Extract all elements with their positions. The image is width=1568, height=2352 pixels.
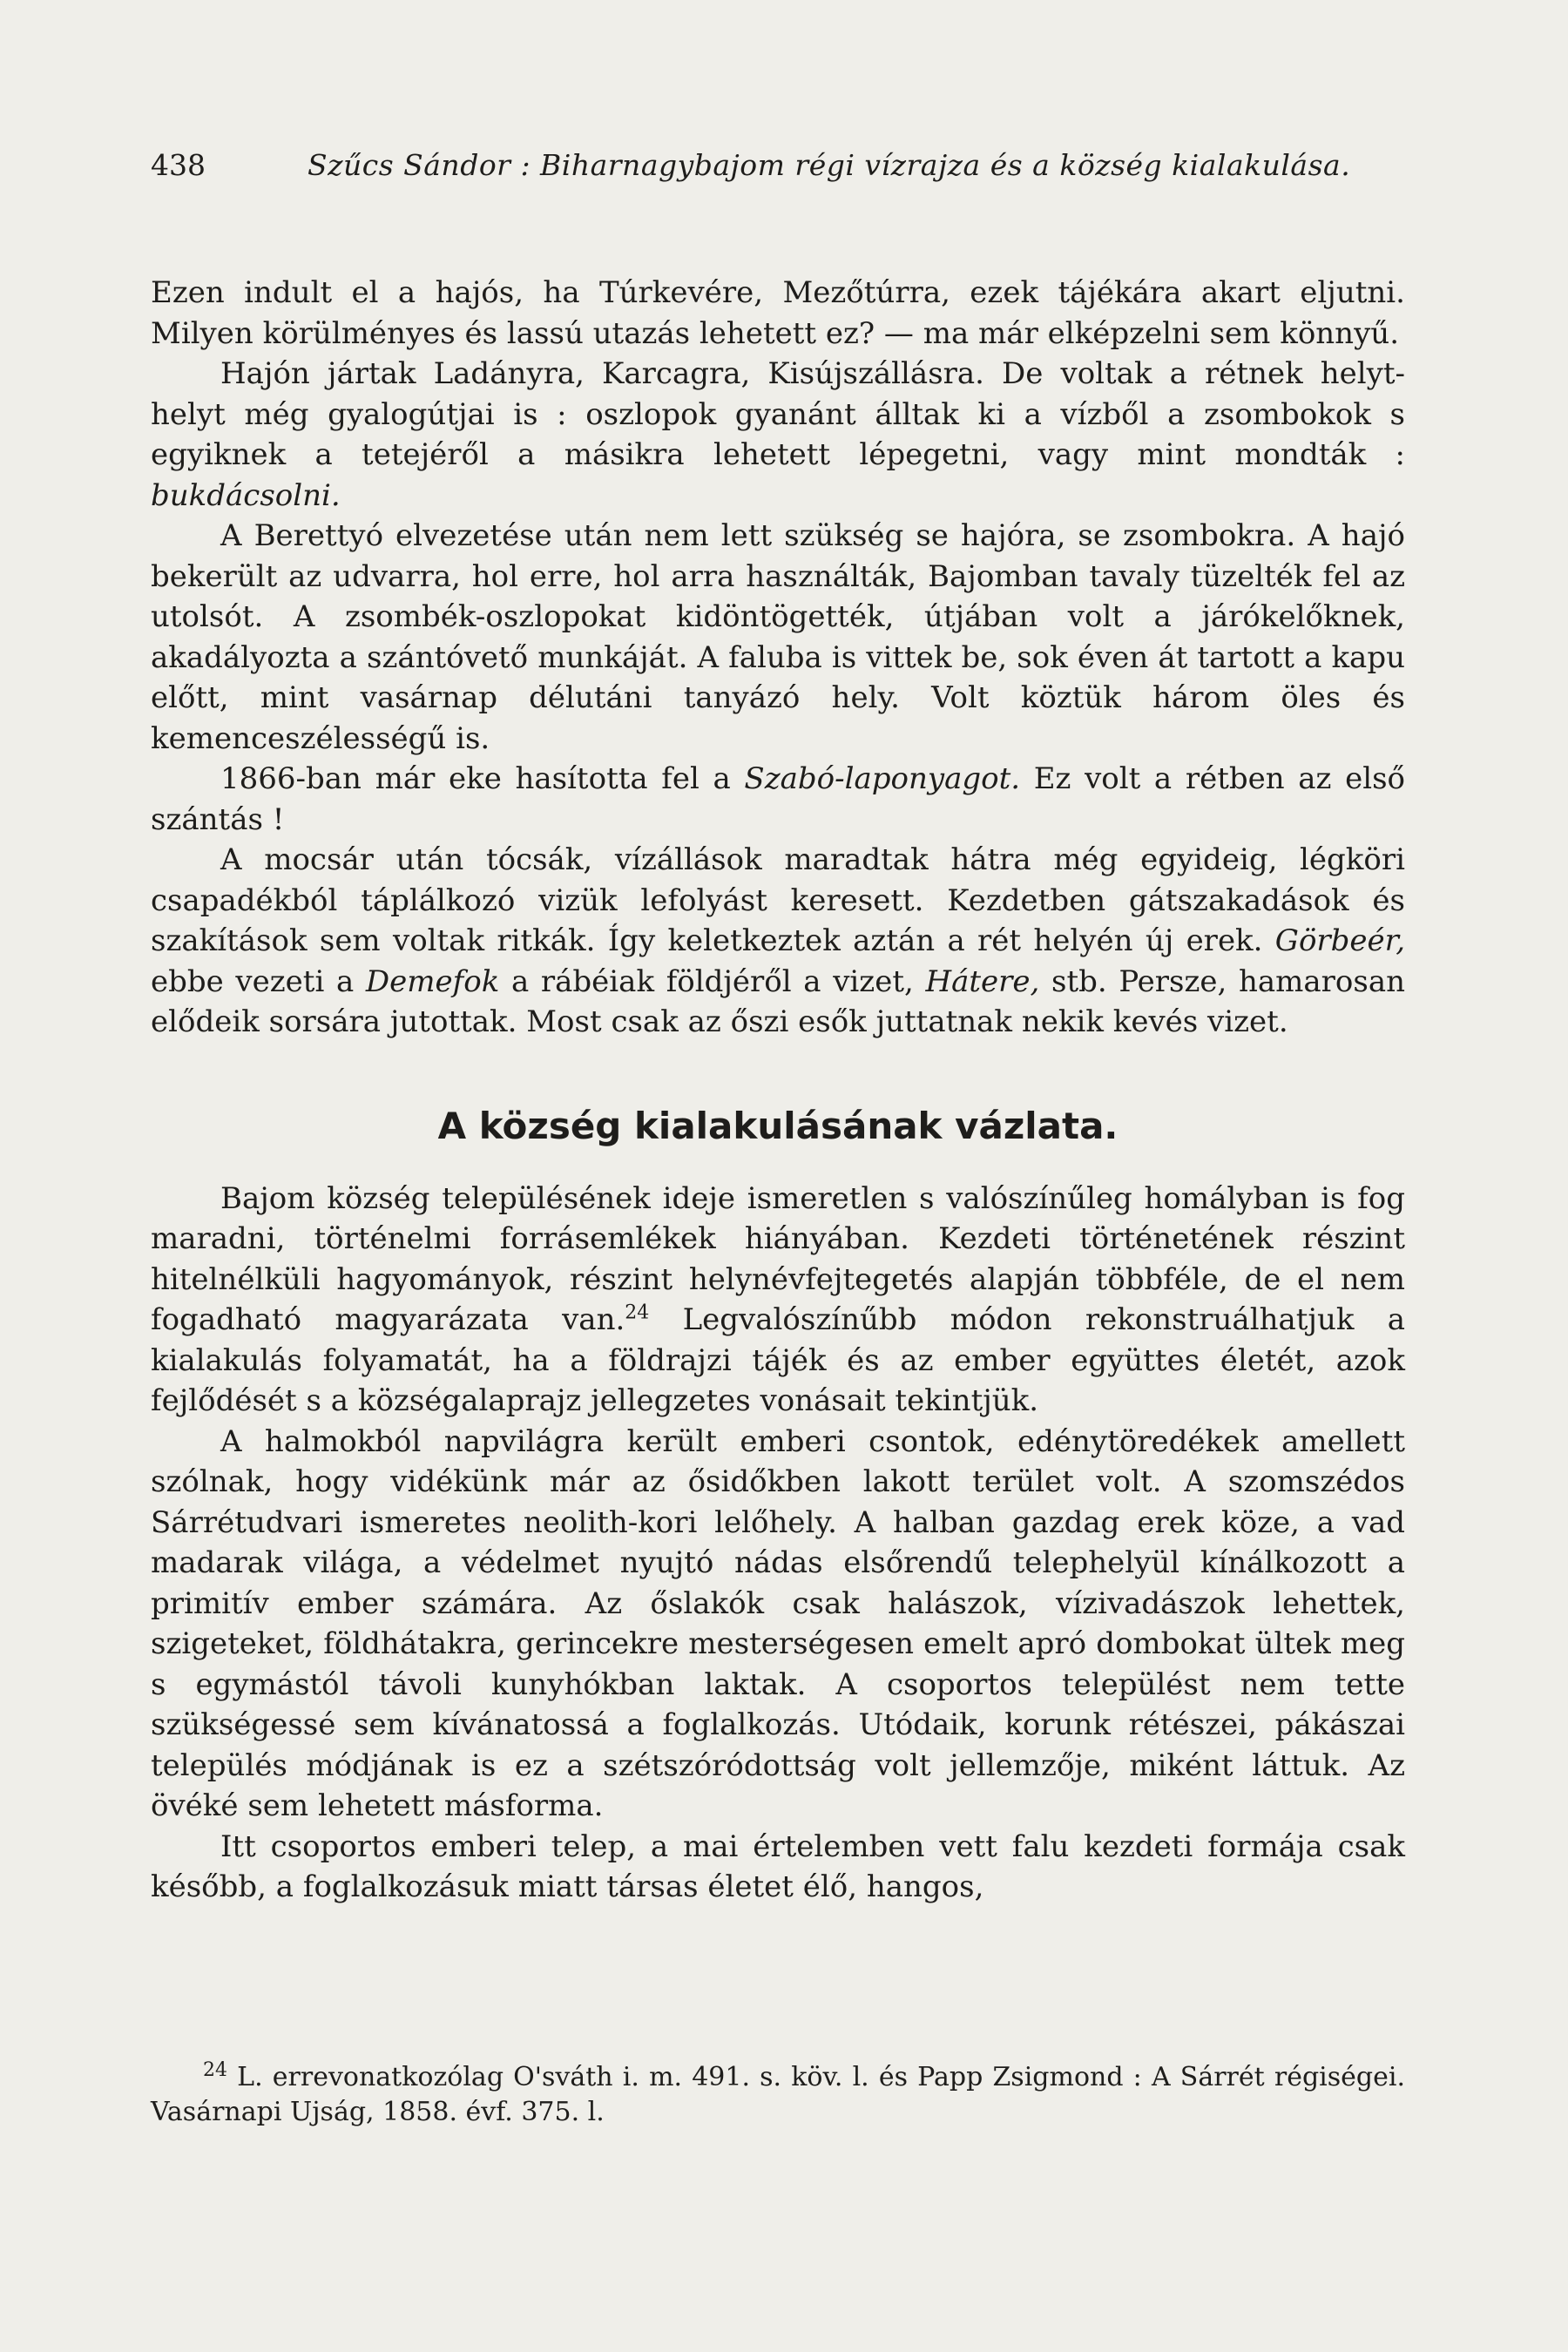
italic-term: bukdácsolni. <box>151 477 341 513</box>
paragraph: A Berettyó elvezetése után nem lett szükség se hajóra, se zsombokra. A hajó bekerült az udvarra, hol erre, hol arra használták, Bajomban tavaly tüzelték fel az utolsót. A zsombék-oszlopokat kidöntögették, útjában volt a járókelőknek, akadályozta a szántóvető munkáját. A faluba is vittek be, sok éven át tartott a kapu előtt, mint vasárnap délutáni tanyázó hely. Volt köztük három öles és kemenceszélességű is. <box>151 518 1405 756</box>
paragraph: A halmokból napvilágra került emberi csontok, edénytöredékek amellett szólnak, hogy vidékünk már az ősidőkben lakott terület volt. A szomszédos Sárrétudvari ismeretes neolith-kori lelőhely. A halban gazdag erek köze, a vad madarak világa, a védelmet nyujtó nádas elsőrendű telephelyül kínálkozott a primitív ember számára. Az őslakók csak halászok, vízivadászok lehettek, szigeteket, földhátakra, gerincekre mesterségesen emelt apró dombokat ültek meg s egymástól távoli kunyhókban laktak. A csoportos települést nem tette szükségessé sem kívánatossá a foglalkozás. Utódaik, korunk rétészei, pákászai település módjának is ez a szétszóródottság volt jellemzője, miként láttuk. Az övéké sem lehetett másforma. <box>151 1423 1405 1823</box>
paragraph: Hajón jártak Ladányra, Karcagra, Kisújszállásra. De voltak a rétnek helyt-helyt még gyalogútjai is : oszlopok gyanánt álltak ki a vízből a zsombokok s egyiknek a tetejéről a másikra lehetett lépegetni, vagy mint mondták : bukdácsolni. <box>151 356 1405 513</box>
footnote <box>151 2060 1405 2130</box>
footnote-marker: 24 <box>203 2059 227 2081</box>
paragraph: A mocsár után tócsák, vízállások maradtak hátra még egyideig, légköri csapadékból táplálkozó vizük lefolyást keresett. Kezdetben gátszakadások és szakítások sem voltak ritkák. Így keletkeztek aztán a rét helyén új erek. Görbeér, ebbe vezeti a Demefok a rábéiak földjéről a vizet, Hátere, stb. Persze, hamarosan elődeik sorsára jutottak. Most csak az őszi esők juttatnak nekik kevés vizet. <box>151 842 1406 1039</box>
paragraph: Bajom község településének ideje ismeretlen s valószínűleg homályban is fog maradni, történelmi forrásemlékek hiányában. Kezdeti történetének részint hitelnélküli hagyományok, részint helynévfejtegetés alapján többféle, de el nem fogadható magyarázata van.$^{24}$ Legvalószínűbb módon rekonstruálhatjuk a kialakulás folyamatát, ha a földrajzi tájék és az ember együttes életét, azok fejlődését s a községalaprajz jellegzetes vonásait tekintjük. <box>151 1180 1405 1418</box>
italic-term: Szabó-laponyagot. <box>744 761 1021 796</box>
italic-term: Hátere, <box>925 963 1040 999</box>
main-text <box>151 273 1405 1908</box>
footnote-reference: 24 <box>625 1301 650 1324</box>
paragraph: 1866-ban már eke hasította fel a Szabó-laponyagot. Ez volt a rétben az első szántás ! <box>151 761 1405 837</box>
section-heading: A község kialakulásának vázlata. <box>437 1104 1119 1147</box>
paragraph: Itt csoportos emberi telep, a mai értelemben vett falu kezdeti formája csak később, a foglalkozásuk miatt társas életet élő, hangos, <box>151 1828 1405 1904</box>
page-number: 438 <box>151 148 206 182</box>
footnote-text: L. errevonatkozólag O'sváth i. m. 491. s. köv. l. és Papp Zsigmond : A Sárrét régiségei. Vasárnapi Ujság, 1858. évf. 375. l. <box>151 2062 1405 2127</box>
italic-term: Görbeér, <box>1274 923 1405 958</box>
italic-term: Demefok <box>365 963 500 999</box>
paragraph: Ezen indult el a hajós, ha Túrkevére, Mezőtúrra, ezek tájékára akart eljutni. Milyen körülményes és lassú utazás lehetett ez? — ma már elképzelni sem könnyű. <box>151 275 1405 351</box>
running-title: Szűcs Sándor : Biharnagybajom régi vízrajza és a község kialakulása. <box>308 148 1351 182</box>
